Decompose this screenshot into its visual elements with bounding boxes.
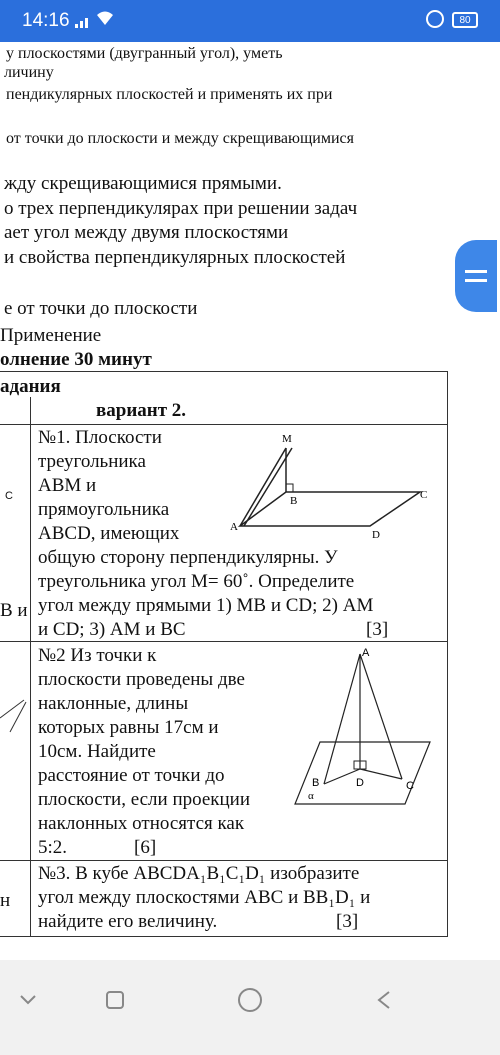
intro-line: ает угол между двумя плоскостями [4,222,289,243]
task2-line: наклонных относятся как [38,813,245,834]
table-border [0,860,448,861]
task3-text [38,862,438,934]
table-border [0,936,448,937]
signal-icon [74,14,92,28]
task3-line: угол между плоскостями ABC и BB₁D₁ и [38,887,371,908]
intro-line: е от точки до плоскости [4,298,198,319]
intro-line: от точки до плоскости и между скрещивающимися [6,130,355,147]
task3-line: найдите его величину. [38,911,218,932]
task3-score: [3] [336,911,359,932]
intro-line-bold: олнение 30 минут [0,349,152,370]
status-bar [0,0,500,42]
table-header: адания [0,376,61,397]
down-chevron-icon[interactable] [8,980,48,1020]
battery-level: 80 [459,15,471,26]
home-icon[interactable] [230,980,270,1020]
recents-icon[interactable] [95,980,135,1020]
table-border [30,397,31,937]
intro-line: пендикулярных плоскостей и применять их при [6,86,333,103]
intro-line: и свойства перпендикулярных плоскостей [4,247,346,268]
task2-line: 10см. Найдите [38,741,156,762]
task1-figure [230,430,440,545]
label-a2: A [362,647,370,659]
intro-line: у плоскостями (двугранный угол), уметь [6,45,283,62]
task1-line: прямоугольника [38,499,170,520]
battery-icon [452,12,478,28]
task1-line: общую сторону перпендикулярны. У [38,547,338,568]
task1-line: АВМ и [38,475,97,496]
left-fragment-n: н [0,890,11,911]
scroll-handle-bar [465,270,487,273]
intro-line: жду скрещивающимися прямыми. [4,173,282,194]
task2-score: [6] [134,837,157,858]
task2-text [38,644,278,860]
task2-line: №2 Из точки к [38,645,157,666]
task1-score: [3] [366,619,389,640]
table-border [0,371,448,372]
left-fragment-v: В и [0,600,28,621]
task2-last-line [38,836,278,860]
intro-line: Применение [0,325,102,346]
document-view[interactable] [0,42,500,960]
label-alpha: α [308,790,314,802]
intro-line: о трех перпендикулярах при решении задач [4,198,358,219]
label-m: M [282,433,292,445]
intro-line: личину [4,64,54,81]
task2-figure [290,644,440,849]
left-fragment-c: C [5,490,13,502]
table-border [0,424,448,425]
task3-line: №3. В кубе ABCDA₁B₁C₁D₁ изобразите [38,863,360,884]
table-border [447,371,448,937]
label-c2: C [406,780,414,792]
label-d: D [372,529,380,541]
label-b: B [290,495,298,507]
task1-line: ABCD, имеющих [38,523,180,544]
task2-line: 5:2. [38,837,68,858]
scroll-handle-bar [465,279,487,282]
task1-line: №1. Плоскости [38,427,162,448]
task2-line: плоскости проведены две [38,669,245,690]
scroll-handle[interactable] [455,240,497,312]
task1-line: угол между прямыми 1) МВ и CD; 2) АМ [38,595,374,616]
task3-last-line [38,910,438,934]
navigation-bar [0,960,500,1055]
task1-line: треугольника [38,451,146,472]
task2-line: плоскости, если проекции [38,789,251,810]
status-time: 14:16 [22,10,70,31]
label-c: C [420,489,428,501]
task2-line: которых равны 17см и [38,717,219,738]
task1-line: и CD; 3) АМ и ВС [38,619,186,640]
label-a: A [230,521,238,533]
task2-line: расстояние от точки до [38,765,225,786]
label-b2: B [312,777,320,789]
left-fragment-shape [0,692,30,742]
wifi-icon [96,10,114,31]
back-icon[interactable] [364,980,404,1020]
label-d2: D [356,777,364,789]
variant-title: вариант 2. [96,400,187,421]
lock-icon [426,10,444,28]
task1-last-line [38,618,438,642]
task1-line: треугольника угол М= 60˚. Определите [38,571,355,592]
task2-line: наклонные, длины [38,693,189,714]
